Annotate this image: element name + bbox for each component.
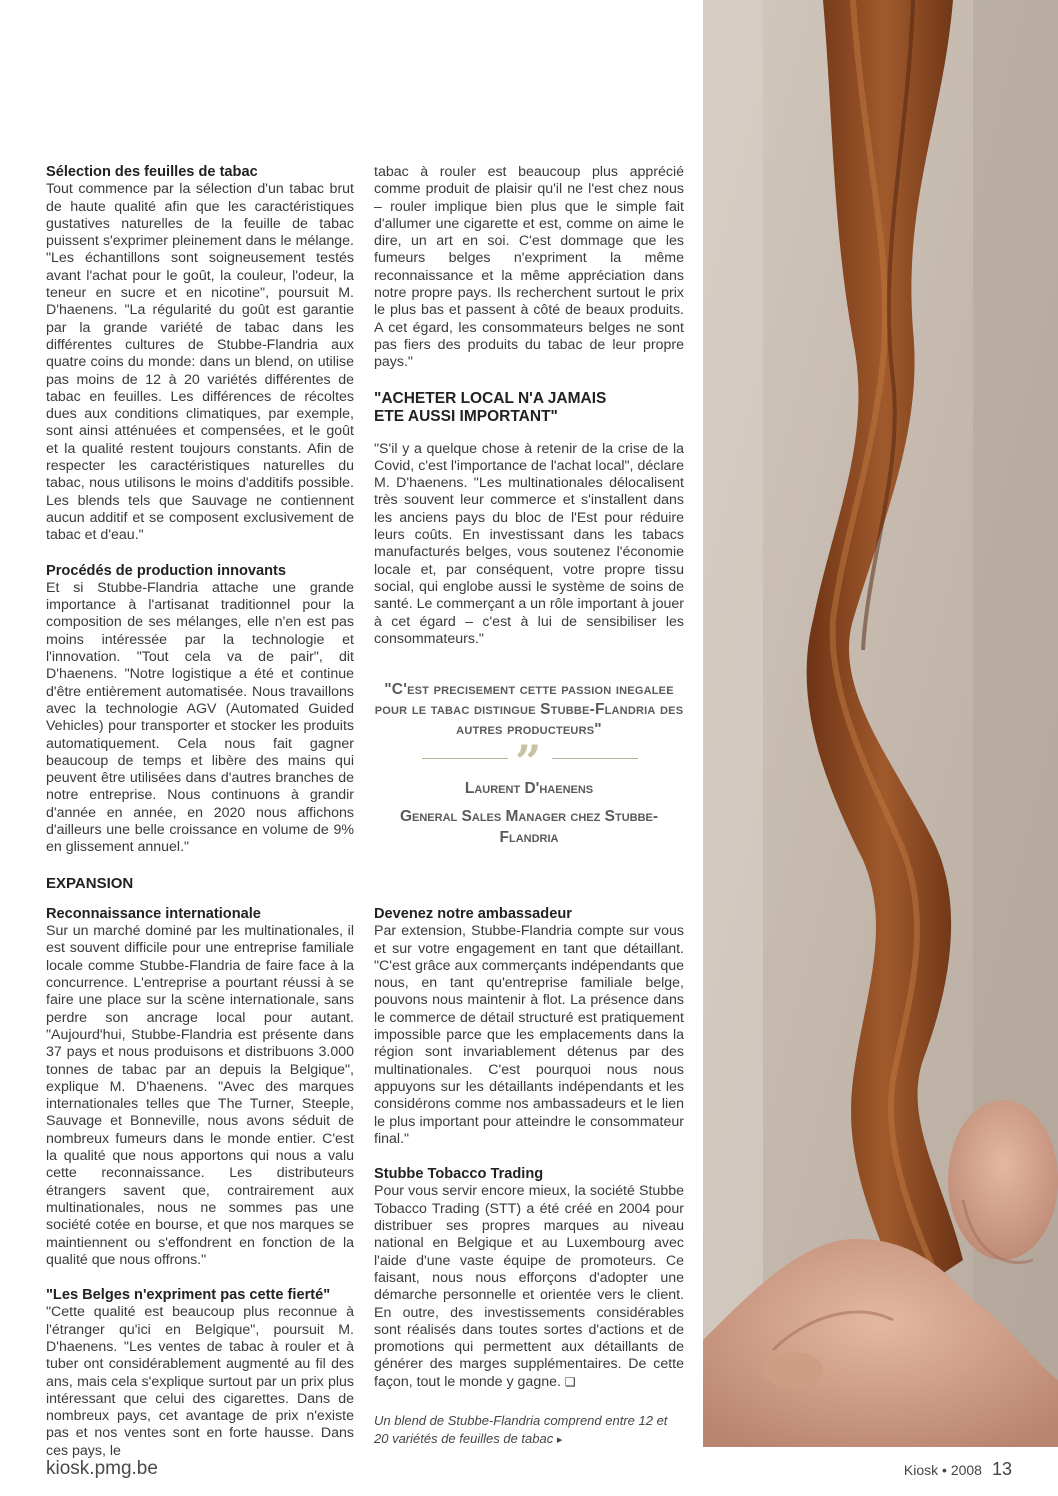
tobacco-strand-icon <box>703 0 1058 1447</box>
end-mark-icon: ❑ <box>564 1374 576 1389</box>
section-text: Sur un marché dominé par les multinationales, il est souvent difficile pour une entreprise familiale locale comme Stubbe-Flandria de faire face à la concurrence. L'entreprise a pourtant réussi à se faire une place sur la scène internationale, sans perdre son ancrage local pour autant. "Aujourd'hui, Stubbe-Flandria est présente dans 37 pays et nous produisons et distribuons 3.000 tonnes de tabac par an depuis la Belgique", explique M. D'haenens. "Avec des marques internationales telles que The Turner, Steeple, Sauvage et Bonneville, nous avons séduit de nombreux fumeurs dans le monde entier. C'est la qualité que nous apportons qui nous a valu cette reconnaissance. Les distributeurs étrangers savent que, contrairement aux multinationales, nous ne sommes pas une société cotée en bourse, et que nos marques se maintiennent ou s'effondrent en fonction de la qualité que nous offrons." <box>46 923 354 1268</box>
section-stt <box>374 1166 684 1391</box>
pull-quote-text: "C'est precisement cette passion inegalee pour le tabac distingue Stubbe-Flandria des autres producteurs" <box>374 681 684 738</box>
caption-arrow-icon: ▸ <box>556 1433 563 1446</box>
section-title: Sélection des feuilles de tabac <box>46 164 258 180</box>
section-heading-expansion: EXPANSION <box>46 874 134 892</box>
quote-mark-icon: ” <box>515 735 542 789</box>
section-selection <box>46 164 354 545</box>
page-number: 13 <box>991 1459 1012 1479</box>
section-title: "Les Belges n'expriment pas cette fierté" <box>46 1287 331 1304</box>
heading-line: ETE AUSSI IMPORTANT" <box>374 408 558 426</box>
site-url: kiosk.pmg.be <box>46 1458 158 1479</box>
section-title: Procédés de production innovants <box>46 562 287 579</box>
page-footer <box>904 1459 1012 1480</box>
quote-author-role: General Sales Manager chez Stubbe-Flandria <box>399 808 659 846</box>
magazine-issue: Kiosk • 2008 <box>903 1462 982 1478</box>
right-column-bottom <box>374 906 684 1391</box>
heading-line: "ACHETER LOCAL N'A JAMAIS <box>374 389 607 407</box>
continued-text <box>374 164 684 372</box>
left-column <box>46 164 354 1460</box>
section-ambassadeur <box>374 906 684 1148</box>
section-reconnaissance <box>46 906 354 1269</box>
section-text: "Cette qualité est beaucoup plus reconnue à l'étranger qu'ici en Belgique", poursuit M. D'haenens. "Les ventes de tabac à rouler et à tuber ont considérablement augmenté au fil des ans, mais cela s'explique surtout par un prix plus intéressant que celui des cigarettes. Dans de nombreux pays, cet avantage de prix n'existe pas et nos ventes sont en forte hausse. Dans ces pays, le <box>46 1304 354 1459</box>
section-text: Et si Stubbe-Flandria attache une grande importance à l'artisanat traditionnel pour la composition de ses mélanges, elle n'en est pas moins intéressée par la technologie et l'innovation. "Tout cela va de pair", dit D'haenens. "Notre logistique a été et continue d'être entièrement automatisée. Nous travaillons avec la technologie AGV (Automated Guided Vehicles) pour transporter et stocker les produits automatiquement. Cela nous fait gagner beaucoup de temps et libère des mains qui peuvent être utilisées dans d'autres branches de notre entreprise. Nous continuons à grandir d'année en année, en 2020 nous affichons d'ailleurs une belle croissance en volume de 9% en glissement annuel." <box>46 579 354 856</box>
section-belges <box>46 1287 354 1460</box>
section-text: tabac à rouler est beaucoup plus apprécié comme produit de plaisir qu'il ne l'est chez nous – rouler implique bien plus que le simple fait d'allumer une cigarette et est, comme on aime le dire, un art en soi. C'est dommage que les fumeurs belges n'expriment la même reconnaissance et la même appréciation dans notre propre pays. Ils recherchent surtout le prix le plus bas et passent à côté de beaux produits. A cet égard, les consommateurs belges ne sont pas fiers des produits du tabac de leur propre pays." <box>374 164 684 371</box>
caption-text: Un blend de Stubbe-Flandria comprend entre 12 et 20 variétés de feuilles de tabac <box>374 1413 668 1446</box>
section-production <box>46 563 354 857</box>
right-column-top <box>374 164 684 666</box>
stt-text: Pour vous servir encore mieux, la société Stubbe Tobacco Trading (STT) a été créé en 2004 pour distribuer ses propres marques au niveau national en Belgique et au Luxembourg avec l'aide d'une vaste équipe de promoteurs. Ce faisant, nous nous efforçons d'adopter une démarche personnelle et orientée vers le client. En outre, des investissements considérables sont réalisés dans toutes sortes d'actions et de promotions qui permettent aux détaillants de générer des marges supplémentaires. De cette façon, tout le monde y gagne. <box>374 1183 684 1390</box>
section-heading-local <box>374 390 684 427</box>
photo-caption <box>374 1412 684 1449</box>
section-title: Stubbe Tobacco Trading <box>374 1166 544 1183</box>
tobacco-photo <box>703 0 1058 1447</box>
section-title: Devenez notre ambassadeur <box>374 906 572 922</box>
quote-author: Laurent D'haenens <box>464 780 594 797</box>
pull-quote <box>374 680 684 848</box>
section-local <box>374 390 684 649</box>
section-text <box>374 1183 684 1391</box>
section-title: Reconnaissance internationale <box>46 905 261 922</box>
section-text: Tout commence par la sélection d'un tabac brut de haute qualité afin que les caractéristiques gustatives naturelles de la feuille de tabac puissent s'exprimer pleinement dans le mélange. "Les échantillons sont soigneusement testés avant l'achat pour le goût, la couleur, l'odeur, la teneur en sucre et en nicotine", poursuit M. D'haenens. "La régularité du goût est garantie par la grande variété de tabac dans les différentes cultures de Stubbe-Flandria aux quatre coins du monde: dans un blend, on utilise pas moins de 12 à 20 variétés différentes de tabac en feuilles. Les différences de récoltes dues aux conditions climatiques, par exemple, sont ainsi atténuées et compensées, et le goût et la qualité restent toujours constants. Afin de respecter les caractéristiques naturelles du tabac, nous utilisons le moins d'additifs possible. Les blends tels que Sauvage ne contiennent aucun additif et se composent exclusivement de tabac et d'eau." <box>46 181 354 544</box>
section-text: "S'il y a quelque chose à retenir de la crise de la Covid, c'est l'importance de l'achat local", déclare M. D'haenens. "Les multinationales délocalisent très souvent leur commerce et s'installent dans les anciens pays du bloc de l'Est pour réduire leurs coûts. En investissant dans les tabacs manufacturés belges, vous soutenez l'économie locale et, par conséquent, votre propre tissu social, qui englobe aussi le système de soins de santé. Le commerçant a un rôle important à jouer à cet égard – c'est à lui de sensibiliser les consommateurs." <box>374 440 684 647</box>
section-text: Par extension, Stubbe-Flandria compte sur vous et sur votre engagement en tant que détaillant. "C'est grâce aux commerçants indépendants que nous, en tant qu'entreprise familiale belge, pouvons nous maintenir à flot. La présence dans le commerce de détail structuré est pratiquement impossible parce que les emplacements dans la région sont invariablement détenus par des multinationales. C'est pourquoi nous nous appuyons sur les détaillants indépendants et les considérons comme nos ambassadeurs et le lien le plus important pour atteindre le consommateur final." <box>374 923 684 1147</box>
divider-line <box>552 758 638 759</box>
divider-line <box>422 758 508 759</box>
